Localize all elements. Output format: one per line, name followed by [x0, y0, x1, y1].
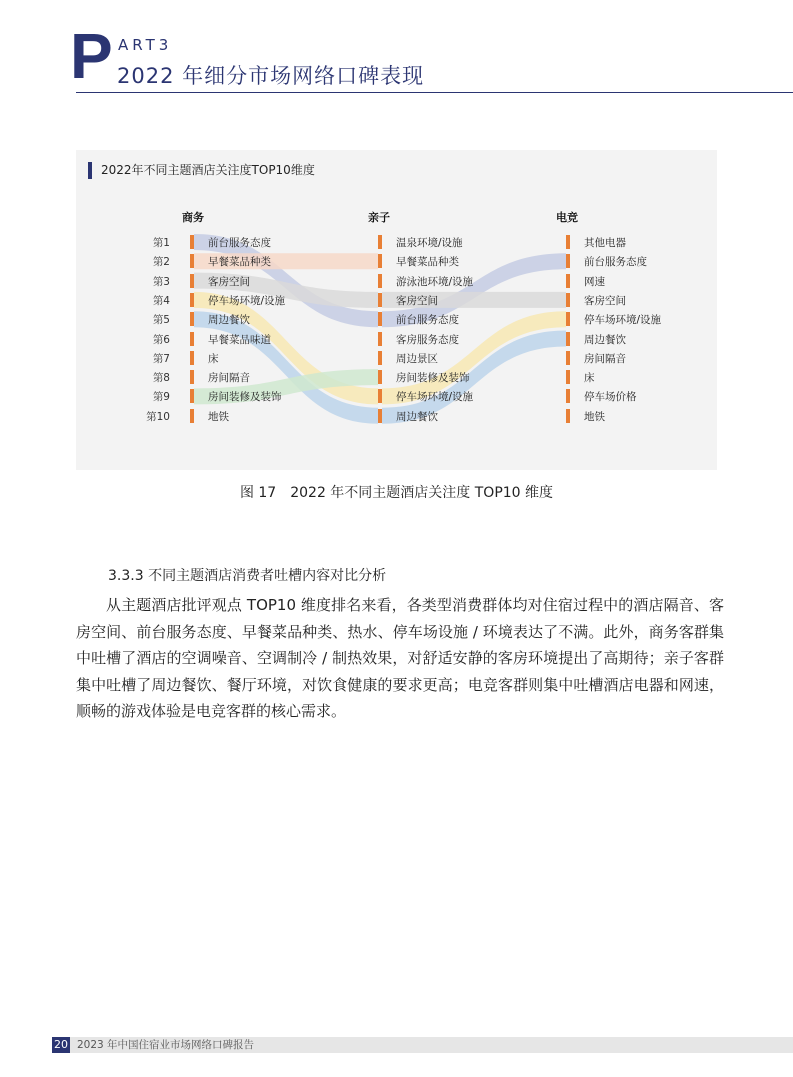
figure-caption: 图 17 2022 年不同主题酒店关注度 TOP10 维度 [239, 485, 554, 501]
rank-marker [378, 351, 382, 365]
rank-label: 第5 [152, 314, 170, 327]
item-label: 前台服务态度 [584, 256, 647, 269]
header-divider [76, 92, 793, 93]
rank-marker [190, 370, 194, 384]
item-label: 地铁 [208, 410, 229, 423]
item-label: 房间隔音 [208, 372, 250, 385]
rank-marker [190, 293, 194, 307]
chart-title: 2022年不同主题酒店关注度TOP10维度 [88, 162, 315, 179]
rank-marker [190, 389, 194, 403]
item-label: 床 [584, 372, 595, 385]
item-label: 周边餐饮 [584, 333, 626, 346]
item-label: 停车场环境/设施 [208, 294, 286, 307]
footer-report-title: 2023 年中国住宿业市场网络口碑报告 [77, 1039, 255, 1051]
item-label: 地铁 [584, 410, 605, 423]
rank-marker [566, 235, 570, 249]
rank-marker [190, 274, 194, 288]
chart-panel [76, 150, 717, 470]
rank-label: 第2 [152, 256, 170, 269]
rank-marker [378, 293, 382, 307]
rank-marker [378, 332, 382, 346]
rank-marker [378, 274, 382, 288]
rank-marker [378, 389, 382, 403]
rank-marker [566, 332, 570, 346]
rank-marker [566, 351, 570, 365]
item-label: 停车场环境/设施 [396, 391, 474, 404]
rank-marker [190, 312, 194, 326]
rank-marker [566, 312, 570, 326]
item-label: 房间隔音 [584, 352, 626, 365]
item-label: 早餐菜品种类 [396, 256, 459, 269]
item-label: 客房空间 [584, 294, 626, 307]
item-label: 前台服务态度 [208, 237, 271, 249]
header-part-label: ART3 [118, 36, 173, 54]
item-label: 客房服务态度 [396, 333, 459, 346]
rank-label: 第6 [152, 333, 170, 346]
rank-marker [378, 235, 382, 249]
rank-marker [190, 409, 194, 423]
rank-label: 第3 [152, 275, 170, 288]
rank-label: 第4 [152, 294, 170, 307]
item-label: 前台服务态度 [396, 314, 459, 327]
rank-marker [566, 389, 570, 403]
rank-label: 第9 [152, 391, 170, 404]
rank-marker [190, 332, 194, 346]
rank-label: 第10 [146, 410, 170, 423]
item-label: 早餐菜品味道 [208, 333, 271, 346]
rank-marker [190, 254, 194, 268]
column-header: 电竞 [556, 211, 578, 224]
rank-marker [566, 254, 570, 268]
rank-marker [378, 312, 382, 326]
column-header: 亲子 [368, 211, 390, 224]
item-label: 房间装修及装饰 [396, 372, 470, 385]
rank-label: 第1 [152, 237, 170, 249]
column-header: 商务 [182, 211, 204, 224]
item-label: 网速 [584, 275, 605, 288]
rank-marker [566, 409, 570, 423]
rank-marker [566, 370, 570, 384]
item-label: 早餐菜品种类 [208, 256, 271, 269]
page-number: 20 [54, 1038, 68, 1051]
header-letter-p: P [70, 20, 113, 92]
section-heading: 3.3.3 不同主题酒店消费者吐槽内容对比分析 [108, 568, 387, 584]
item-label: 床 [208, 352, 219, 365]
item-label: 周边餐饮 [208, 314, 250, 327]
rank-marker [378, 370, 382, 384]
item-label: 游泳池环境/设施 [396, 275, 474, 288]
rank-label: 第8 [152, 372, 170, 385]
body-paragraph: 从主题酒店批评观点 TOP10 维度排名来看，各类型消费群体均对住宿过程中的酒店隔音、客房空间、前台服务态度、早餐菜品种类、热水、停车场设施 / 环境表达了不满。此外，商务客群集中吐槽了酒店的空调噪音、空调制冷 / 制热效果，对舒适安静的客房环境提出了高期待；亲子客群集中吐槽了周边餐饮、餐厅环境，对饮食健康的要求更高；电竞客群则集中吐槽酒店电器和网速，顺畅的游戏体验是电竞客群的核心需求。 [76, 596, 724, 720]
item-label: 温泉环境/设施 [396, 237, 463, 249]
rank-marker [190, 351, 194, 365]
item-label: 停车场价格 [584, 391, 637, 404]
rank-marker [190, 235, 194, 249]
page-title: 2022 年细分市场网络口碑表现 [117, 64, 425, 88]
flow-band [194, 311, 378, 424]
item-label: 停车场环境/设施 [584, 314, 662, 327]
rank-marker [566, 293, 570, 307]
item-label: 房间装修及装饰 [208, 391, 282, 404]
rank-marker [566, 274, 570, 288]
rank-label: 第7 [152, 352, 170, 365]
rank-marker [378, 409, 382, 423]
item-label: 周边餐饮 [396, 410, 438, 423]
rank-marker [378, 254, 382, 268]
item-label: 客房空间 [208, 275, 250, 288]
item-label: 客房空间 [396, 294, 438, 307]
item-label: 周边景区 [396, 352, 438, 365]
item-label: 其他电器 [584, 237, 626, 249]
